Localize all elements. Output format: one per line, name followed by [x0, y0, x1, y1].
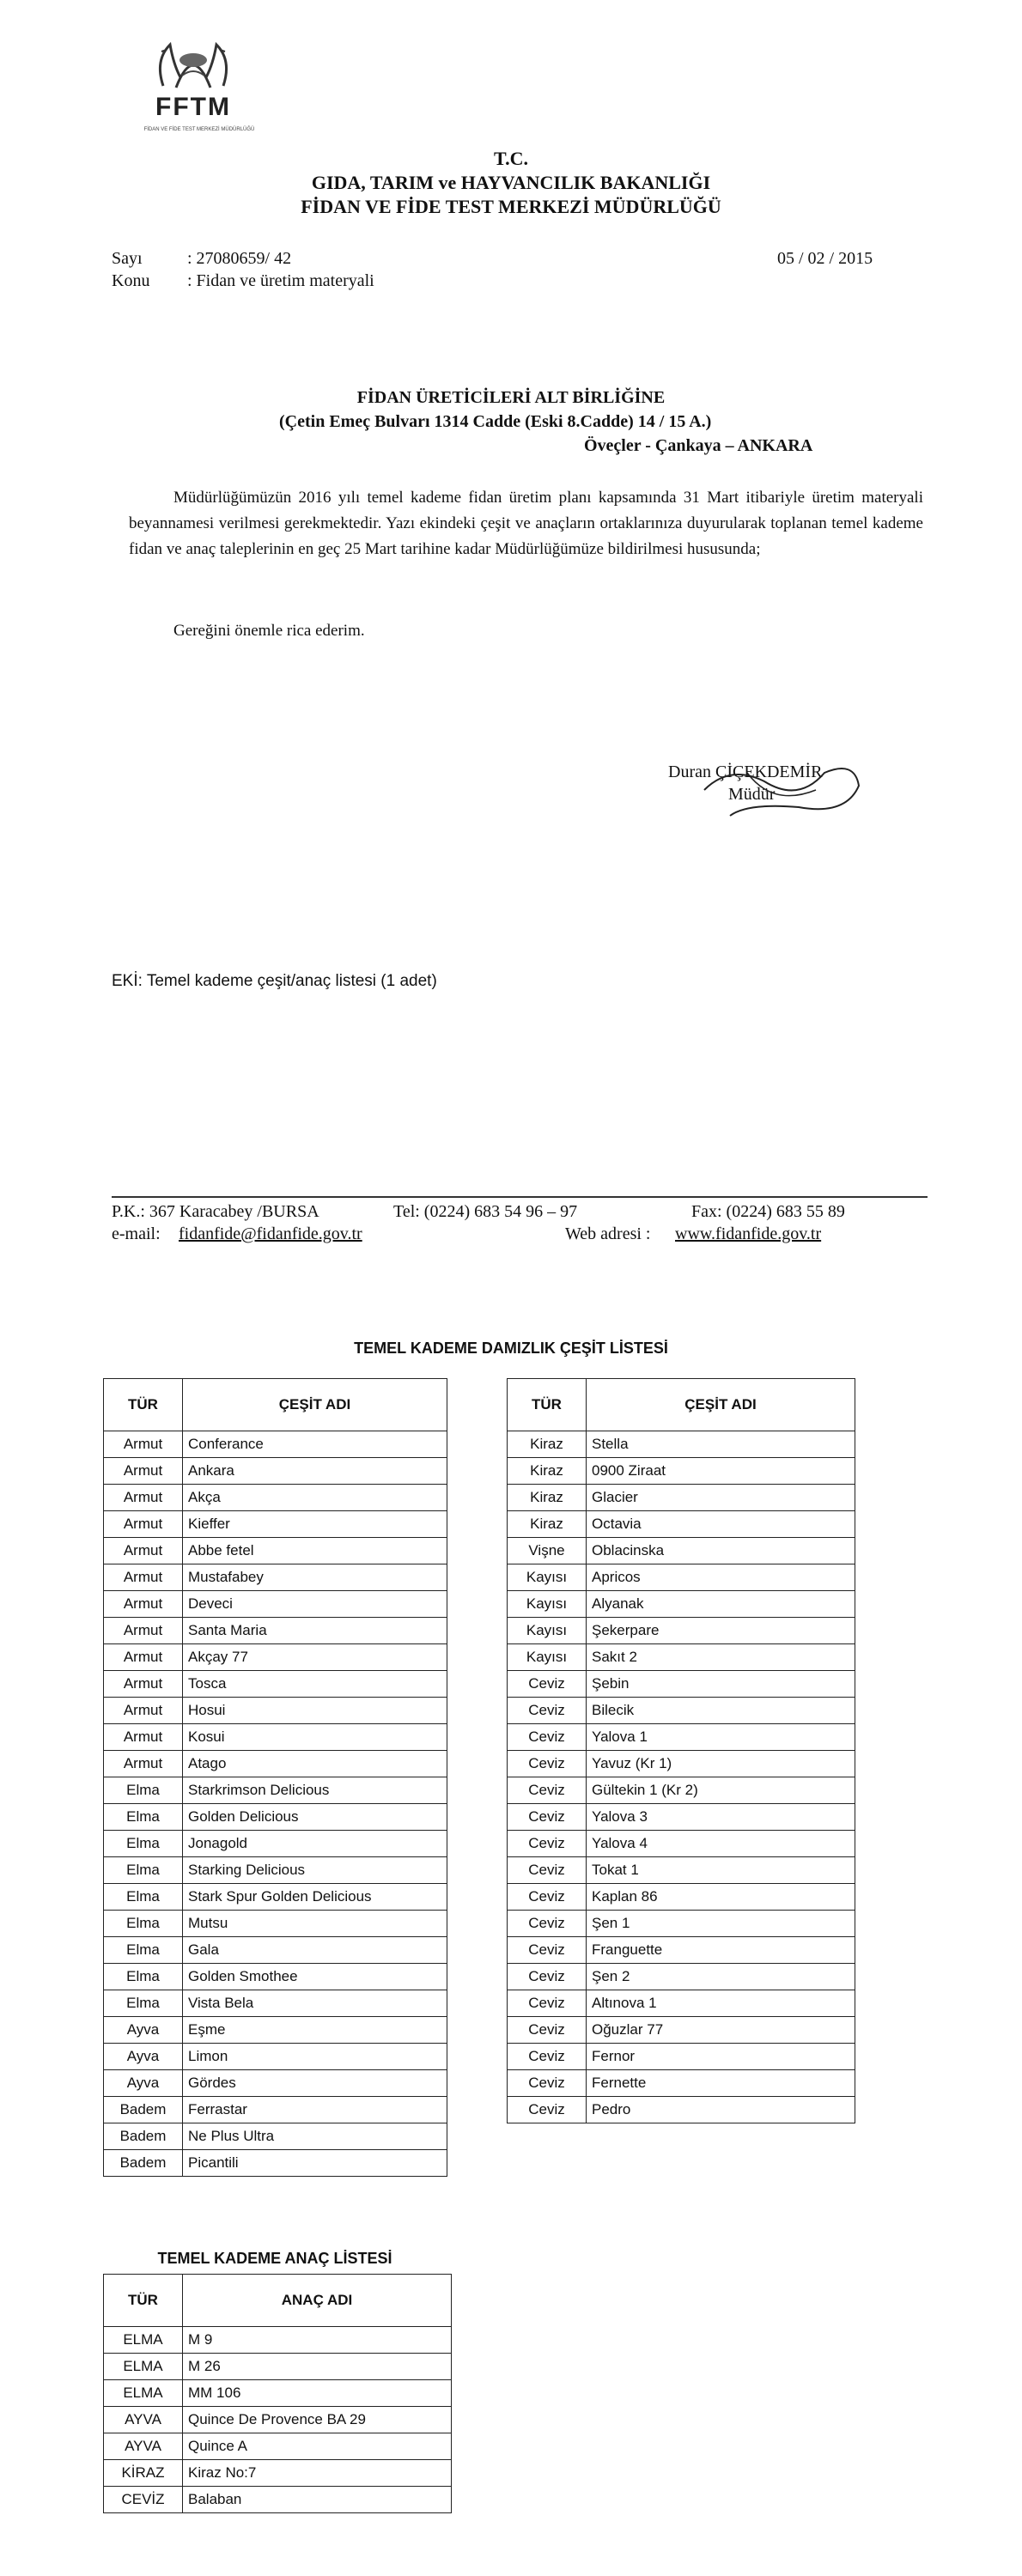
cell-tur: Ayva [104, 2070, 183, 2097]
cell-name: M 9 [183, 2327, 452, 2354]
cell-name: Limon [183, 2044, 447, 2070]
table-row [508, 1884, 855, 1911]
cell-name: Kosui [183, 1724, 447, 1751]
cesit-table-left [103, 1378, 447, 2177]
cell-tur: KİRAZ [104, 2460, 183, 2487]
cell-tur: Armut [104, 1671, 183, 1698]
table-row [508, 1937, 855, 1964]
table-row [104, 1884, 447, 1911]
cell-tur: AYVA [104, 2433, 183, 2460]
cell-name: Picantili [183, 2150, 447, 2177]
cell-name: Oblacinska [587, 1538, 855, 1564]
table-row [508, 1751, 855, 1777]
table-row [104, 1511, 447, 1538]
cell-tur: Ceviz [508, 1911, 587, 1937]
table-row [104, 1804, 447, 1831]
cell-name: MM 106 [183, 2380, 452, 2407]
cell-tur: Elma [104, 1804, 183, 1831]
cell-name: Starking Delicious [183, 1857, 447, 1884]
table-header-row [104, 2275, 452, 2327]
konu-label: Konu [112, 271, 150, 290]
cell-name: Yalova 4 [587, 1831, 855, 1857]
cell-tur: Elma [104, 1884, 183, 1911]
document-date: 05 / 02 / 2015 [777, 249, 873, 268]
cell-name: Akça [183, 1485, 447, 1511]
table-row [508, 1618, 855, 1644]
cell-name: Stark Spur Golden Delicious [183, 1884, 447, 1911]
recipient-address-line2: Öveçler - Çankaya – ANKARA [584, 436, 813, 455]
table-row [508, 1724, 855, 1751]
cell-tur: Ceviz [508, 1884, 587, 1911]
cell-tur: Vişne [508, 1538, 587, 1564]
table-row [104, 1644, 447, 1671]
table-row [104, 1431, 447, 1458]
footer-pk: P.K.: 367 Karacabey /BURSA [112, 1202, 319, 1221]
table-row [104, 2123, 447, 2150]
cell-name: Bilecik [587, 1698, 855, 1724]
cell-tur: Badem [104, 2097, 183, 2123]
signer-name: Duran ÇİÇEKDEMİR [668, 762, 823, 781]
header-directorate: FİDAN VE FİDE TEST MERKEZİ MÜDÜRLÜĞÜ [301, 196, 721, 217]
cell-tur: Ceviz [508, 1804, 587, 1831]
table-row [104, 1485, 447, 1511]
table-row [104, 2380, 452, 2407]
table-row [104, 2327, 452, 2354]
table-row [104, 2487, 452, 2513]
table-row [104, 1458, 447, 1485]
cell-name: Santa Maria [183, 1618, 447, 1644]
table-row [104, 1724, 447, 1751]
cell-name: Fernor [587, 2044, 855, 2070]
cell-name: Fernette [587, 2070, 855, 2097]
footer-divider [112, 1196, 928, 1198]
cell-name: Octavia [587, 1511, 855, 1538]
table-row [104, 2407, 452, 2433]
cell-tur: Armut [104, 1591, 183, 1618]
cell-name: Vista Bela [183, 1990, 447, 2017]
body-paragraph: Müdürlüğümüzün 2016 yılı temel kademe fidan üretim planı kapsamında 31 Mart itibariyle üretim materyali beyannamesi verilmesi gerekmektedir. Yazı ekindeki çeşit ve anaçların ortaklarınıza duyurularak toplanan temel kademe fidan ve anaç taleplerinin en geç 25 Mart tarihine kadar Müdürlüğümüze bildirilmesi hususunda; [129, 489, 923, 558]
table-row [104, 2097, 447, 2123]
table-header-row [508, 1379, 855, 1431]
column-header-cesit-adi: ÇEŞİT ADI [587, 1379, 855, 1431]
table-row [104, 1618, 447, 1644]
table-row [508, 1671, 855, 1698]
cell-name: Yavuz (Kr 1) [587, 1751, 855, 1777]
table-row [104, 1671, 447, 1698]
table-row [104, 1831, 447, 1857]
cell-tur: Ayva [104, 2017, 183, 2044]
header-ministry: GIDA, TARIM ve HAYVANCILIK BAKANLIĞI [311, 172, 711, 193]
cell-tur: Kayısı [508, 1618, 587, 1644]
table-row [104, 2070, 447, 2097]
cell-tur: Kiraz [508, 1431, 587, 1458]
cell-name: Balaban [183, 2487, 452, 2513]
cell-tur: Elma [104, 1964, 183, 1990]
cell-tur: Armut [104, 1644, 183, 1671]
cell-name: Yalova 3 [587, 1804, 855, 1831]
cell-name: Ferrastar [183, 2097, 447, 2123]
cell-name: Alyanak [587, 1591, 855, 1618]
cell-tur: Badem [104, 2150, 183, 2177]
table-row [104, 1990, 447, 2017]
attachment-note: EKİ: Temel kademe çeşit/anaç listesi (1 adet) [112, 972, 437, 990]
cell-tur: ELMA [104, 2327, 183, 2354]
cell-tur: Armut [104, 1485, 183, 1511]
cell-name: Hosui [183, 1698, 447, 1724]
table-row [104, 1777, 447, 1804]
cell-tur: Ceviz [508, 1724, 587, 1751]
recipient-address-line1: (Çetin Emeç Bulvarı 1314 Cadde (Eski 8.Cadde) 14 / 15 A.) [279, 412, 712, 431]
cell-name: Şekerpare [587, 1618, 855, 1644]
column-header-tur: TÜR [104, 1379, 183, 1431]
cell-name: Conferance [183, 1431, 447, 1458]
table-row [104, 1964, 447, 1990]
table-row [104, 2017, 447, 2044]
cell-name: Akçay 77 [183, 1644, 447, 1671]
cell-tur: ELMA [104, 2380, 183, 2407]
cell-tur: Armut [104, 1564, 183, 1591]
cell-tur: Ceviz [508, 1751, 587, 1777]
cell-tur: Kiraz [508, 1511, 587, 1538]
cesit-table-right [507, 1378, 855, 2123]
cell-name: Oğuzlar 77 [587, 2017, 855, 2044]
table-row [508, 1644, 855, 1671]
footer-web-label: Web adresi : [565, 1224, 651, 1243]
footer-fax: Fax: (0224) 683 55 89 [691, 1202, 845, 1221]
footer-web-link[interactable]: www.fidanfide.gov.tr [675, 1224, 822, 1243]
recipient-name: FİDAN ÜRETİCİLERİ ALT BİRLİĞİNE [356, 388, 666, 407]
cell-name: Şen 1 [587, 1911, 855, 1937]
cell-tur: Badem [104, 2123, 183, 2150]
cell-tur: Ceviz [508, 1777, 587, 1804]
cell-tur: CEVİZ [104, 2487, 183, 2513]
cell-tur: Armut [104, 1751, 183, 1777]
cell-tur: Kiraz [508, 1458, 587, 1485]
cell-tur: Ceviz [508, 2097, 587, 2123]
table-row [104, 2354, 452, 2380]
cell-name: Stella [587, 1431, 855, 1458]
header-tc: T.C. [494, 148, 528, 169]
cell-name: Golden Smothee [183, 1964, 447, 1990]
cell-name: Quince A [183, 2433, 452, 2460]
cell-tur: Ceviz [508, 1671, 587, 1698]
column-header-tur: TÜR [104, 2275, 183, 2327]
table-row [104, 1698, 447, 1724]
cell-name: Starkrimson Delicious [183, 1777, 447, 1804]
table-row [508, 1485, 855, 1511]
cell-tur: Armut [104, 1431, 183, 1458]
table-row [508, 1964, 855, 1990]
cell-tur: Armut [104, 1511, 183, 1538]
cell-tur: Ceviz [508, 1857, 587, 1884]
cell-name: Jonagold [183, 1831, 447, 1857]
cell-name: Gültekin 1 (Kr 2) [587, 1777, 855, 1804]
cell-tur: Elma [104, 1990, 183, 2017]
cell-tur: Ceviz [508, 1831, 587, 1857]
table-row [508, 1538, 855, 1564]
sayi-value: : 27080659/ 42 [187, 249, 292, 268]
cell-name: Tosca [183, 1671, 447, 1698]
signature-scribble [696, 756, 867, 824]
cell-tur: Kayısı [508, 1591, 587, 1618]
cell-name: Gördes [183, 2070, 447, 2097]
table-row [104, 1751, 447, 1777]
table-header-row [104, 1379, 447, 1431]
table-row [508, 1698, 855, 1724]
cell-tur: Armut [104, 1724, 183, 1751]
table-row [508, 1911, 855, 1937]
cell-name: Apricos [587, 1564, 855, 1591]
cell-name: Ankara [183, 1458, 447, 1485]
closing-line: Gereğini önemle rica ederim. [173, 622, 365, 640]
cell-name: M 26 [183, 2354, 452, 2380]
cell-tur: Ceviz [508, 1698, 587, 1724]
cell-tur: Kayısı [508, 1564, 587, 1591]
cell-name: Altınova 1 [587, 1990, 855, 2017]
table-row [508, 1857, 855, 1884]
sayi-label: Sayı [112, 249, 143, 268]
table-row [508, 1804, 855, 1831]
logo-subtext: FİDAN VE FİDE TEST MERKEZİ MÜDÜRLÜĞÜ [143, 127, 255, 132]
cell-tur: Armut [104, 1538, 183, 1564]
table-row [508, 1511, 855, 1538]
cell-tur: Ceviz [508, 1937, 587, 1964]
table-row [104, 2433, 452, 2460]
cell-name: Şen 2 [587, 1964, 855, 1990]
cell-tur: Armut [104, 1698, 183, 1724]
anac-list-title: TEMEL KADEME ANAÇ LİSTESİ [157, 2250, 392, 2267]
logo-text: FFTM [155, 93, 231, 121]
cell-name: Golden Delicious [183, 1804, 447, 1831]
cell-name: Kieffer [183, 1511, 447, 1538]
cell-name: Sakıt 2 [587, 1644, 855, 1671]
cell-tur: Elma [104, 1937, 183, 1964]
table-row [508, 1591, 855, 1618]
cell-tur: Ceviz [508, 2044, 587, 2070]
footer-email-link[interactable]: fidanfide@fidanfide.gov.tr [179, 1224, 362, 1243]
footer-tel: Tel: (0224) 683 54 96 – 97 [393, 1202, 578, 1221]
table-row [104, 1937, 447, 1964]
signer-title: Müdür [728, 785, 776, 804]
table-row [104, 1911, 447, 1937]
cell-name: Deveci [183, 1591, 447, 1618]
cell-name: Quince De Provence BA 29 [183, 2407, 452, 2433]
table-row [104, 1538, 447, 1564]
cell-name: Atago [183, 1751, 447, 1777]
cell-tur: Armut [104, 1618, 183, 1644]
table-row [508, 2097, 855, 2123]
table-row [104, 2150, 447, 2177]
cell-name: Tokat 1 [587, 1857, 855, 1884]
footer-email-label: e-mail: [112, 1224, 161, 1243]
cell-name: Mutsu [183, 1911, 447, 1937]
table-row [508, 2017, 855, 2044]
cell-name: Şebin [587, 1671, 855, 1698]
table-row [104, 2044, 447, 2070]
table-row [508, 1777, 855, 1804]
cell-tur: Kiraz [508, 1485, 587, 1511]
cell-tur: Armut [104, 1458, 183, 1485]
cesit-list-title: TEMEL KADEME DAMIZLIK ÇEŞİT LİSTESİ [354, 1340, 668, 1357]
table-row [104, 1591, 447, 1618]
cell-name: Kaplan 86 [587, 1884, 855, 1911]
table-row [508, 1431, 855, 1458]
cell-name: Abbe fetel [183, 1538, 447, 1564]
cell-tur: AYVA [104, 2407, 183, 2433]
table-row [508, 2044, 855, 2070]
cell-tur: Ceviz [508, 2070, 587, 2097]
cell-name: Ne Plus Ultra [183, 2123, 447, 2150]
table-row [508, 1564, 855, 1591]
table-row [104, 1564, 447, 1591]
cell-tur: ELMA [104, 2354, 183, 2380]
cell-tur: Ceviz [508, 2017, 587, 2044]
cell-name: 0900 Ziraat [587, 1458, 855, 1485]
table-row [104, 2460, 452, 2487]
cell-name: Eşme [183, 2017, 447, 2044]
cell-name: Yalova 1 [587, 1724, 855, 1751]
cell-name: Glacier [587, 1485, 855, 1511]
cell-tur: Elma [104, 1831, 183, 1857]
cell-tur: Elma [104, 1857, 183, 1884]
cell-name: Franguette [587, 1937, 855, 1964]
table-row [508, 1990, 855, 2017]
cell-name: Pedro [587, 2097, 855, 2123]
cell-tur: Kayısı [508, 1644, 587, 1671]
cell-tur: Ceviz [508, 1964, 587, 1990]
cell-tur: Ceviz [508, 1990, 587, 2017]
cell-tur: Elma [104, 1911, 183, 1937]
column-header-cesit-adi: ÇEŞİT ADI [183, 1379, 447, 1431]
cell-tur: Elma [104, 1777, 183, 1804]
cell-name: Kiraz No:7 [183, 2460, 452, 2487]
table-row [508, 1458, 855, 1485]
table-row [508, 1831, 855, 1857]
cell-name: Mustafabey [183, 1564, 447, 1591]
column-header-anac-adi: ANAÇ ADI [183, 2275, 452, 2327]
cell-tur: Ayva [104, 2044, 183, 2070]
cell-name: Gala [183, 1937, 447, 1964]
column-header-tur: TÜR [508, 1379, 587, 1431]
table-row [104, 1857, 447, 1884]
anac-table [103, 2274, 452, 2513]
konu-value: : Fidan ve üretim materyali [187, 271, 374, 290]
table-row [508, 2070, 855, 2097]
